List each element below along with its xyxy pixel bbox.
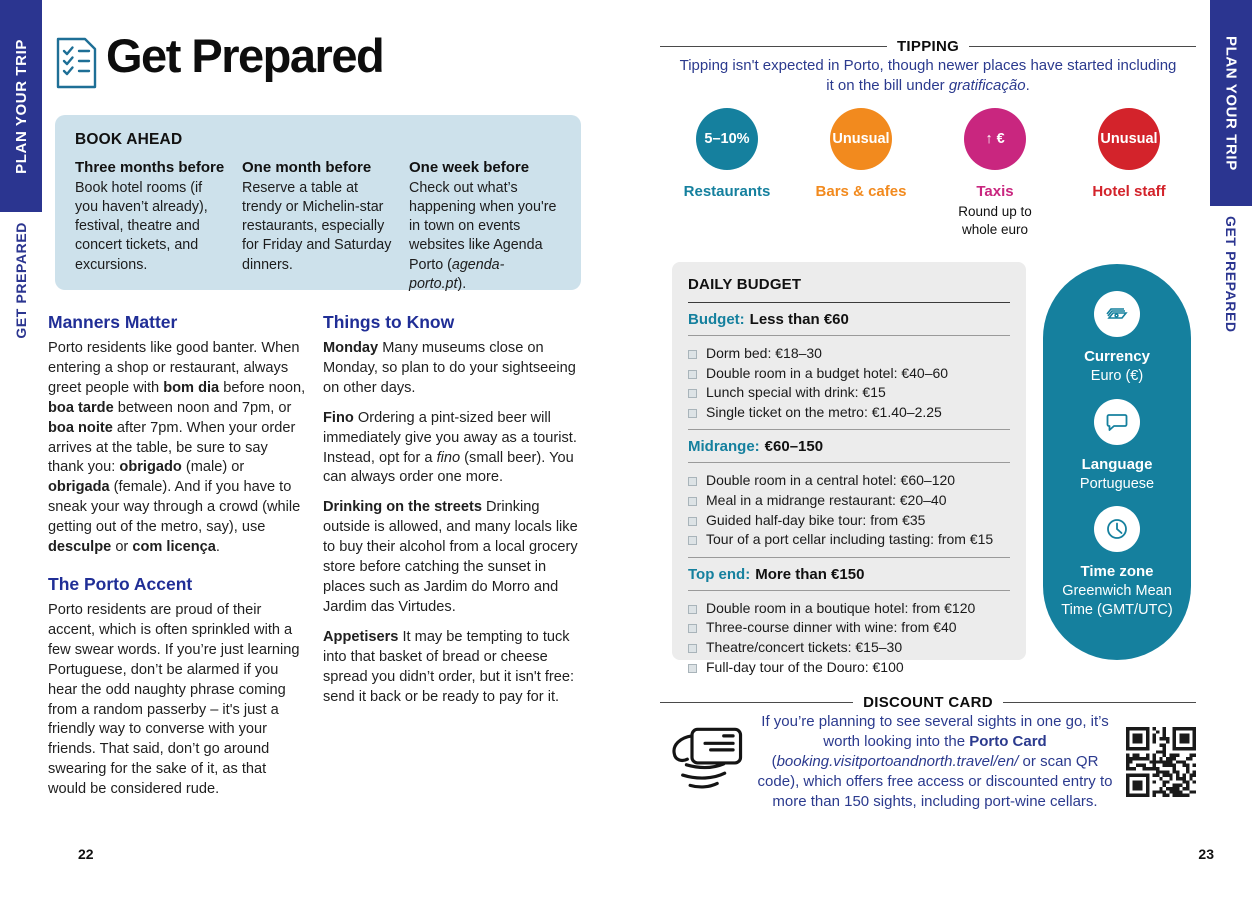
- manners-matter-body: Porto residents like good banter. When entering a shop or restaurant, always greet people with bom dia before noon, boa tarde between noon and 7pm, or boa noite after 7pm. When your order arrives at the table, be sure to say thank you: obrigado (male) or obrigada (female). And if you have to sneak your way through a crowd (while getting out of the metro, say), use desculpe or com licença.: [48, 340, 306, 556]
- section-heading-things-to-know: Things to Know: [323, 312, 455, 332]
- budget-item: Three-course dinner with wine: from €40: [688, 618, 1010, 638]
- rule-line: [660, 46, 887, 47]
- rule-line: [660, 702, 853, 703]
- book-ahead-column: [75, 159, 227, 294]
- qr-code: [1118, 727, 1196, 797]
- fact-label: Time zone: [1080, 563, 1154, 580]
- budget-range: Less than €60: [749, 311, 849, 328]
- tipping-item-label: Bars & cafes: [815, 183, 907, 200]
- book-ahead-column-heading: One week before: [409, 159, 530, 176]
- budget-category: Budget:: [688, 311, 745, 328]
- quick-facts-pill: [1043, 264, 1191, 660]
- tipping-circle-up-euro-icon: ↑ €: [964, 108, 1026, 170]
- tipping-item-note: Round up to whole euro: [958, 204, 1032, 237]
- budget-item: Theatre/concert tickets: €15–30: [688, 638, 1010, 658]
- section-heading-porto-accent: The Porto Accent: [48, 573, 193, 594]
- book-ahead-column-heading: One month before: [242, 159, 372, 176]
- section-heading-manners-matter: Manners Matter: [48, 312, 178, 332]
- tipping-heading-label: TIPPING: [896, 38, 960, 55]
- book-ahead-column-body: Check out what’s happening when you're in town on events websites like Agenda Porto (agenda-porto.pt).: [409, 180, 557, 292]
- discount-card-heading: [660, 694, 1196, 711]
- checklist-document-icon: [52, 36, 100, 95]
- budget-item: Lunch special with drink: €15: [688, 383, 1010, 403]
- tipping-circle: Unusual: [1098, 108, 1160, 170]
- things-to-know-paragraph: Appetisers It may be tempting to tuck into that basket of bread or cheese spread you didn’t order, but it isn't free: send it back or be ready to pay for it.: [323, 628, 575, 705]
- fact-value: Euro (€): [1090, 368, 1144, 384]
- budget-category: Top end:: [688, 565, 751, 583]
- tipping-intro: Tipping isn't expected in Porto, though newer places have started including it on the bill under gratificação.: [679, 57, 1177, 94]
- fact-value: Portuguese: [1079, 475, 1155, 492]
- budget-item: Tour of a port cellar including tasting: from €15: [688, 530, 1010, 550]
- budget-item: Dorm bed: €18–30: [688, 344, 1010, 364]
- budget-section-top-end: [688, 558, 1010, 684]
- tipping-circle: Unusual: [830, 108, 892, 170]
- book-ahead-column-body: Reserve a table at trendy or Michelin-star restaurants, especially for Friday and Saturday dinners.: [242, 180, 392, 273]
- budget-item: Double room in a boutique hotel: from €120: [688, 599, 1010, 619]
- page-number-right: 23: [1198, 846, 1214, 862]
- tipping-item-bars-cafes: [794, 108, 928, 238]
- tipping-items-row: [660, 108, 1196, 238]
- tipping-item-taxis: [928, 108, 1062, 238]
- tipping-item-label: Hotel staff: [1092, 183, 1166, 200]
- sidebar-left-tab-label: PLAN YOUR TRIP: [12, 38, 30, 174]
- sidebar-right-section-label: GET PREPARED: [1223, 216, 1239, 333]
- book-ahead-column: [242, 159, 394, 294]
- discount-card-heading-label: DISCOUNT CARD: [863, 694, 993, 711]
- rule-line: [969, 46, 1196, 47]
- page-title: Get Prepared: [106, 29, 384, 82]
- sidebar-right-section: [1210, 216, 1252, 346]
- budget-item: Meal in a midrange restaurant: €20–40: [688, 491, 1010, 511]
- budget-range: €60–150: [764, 438, 824, 456]
- book-ahead-column: [409, 159, 561, 294]
- sidebar-left-section: [0, 222, 42, 352]
- tipping-item-restaurants: [660, 108, 794, 238]
- budget-category: Midrange:: [688, 438, 760, 456]
- fact-currency: [1054, 291, 1180, 386]
- fact-label: Currency: [1084, 348, 1150, 365]
- discount-card-section: [660, 712, 1196, 812]
- hand-holding-card-icon: [660, 719, 752, 805]
- things-to-know-paragraph: Fino Ordering a pint-sized beer will immediately give you away as a tourist. Instead, opt for a fino (small beer). You can always order one more.: [323, 409, 577, 486]
- sidebar-right-tab-label: PLAN YOUR TRIP: [1222, 35, 1240, 171]
- things-to-know-paragraph: Drinking on the streets Drinking outside is allowed, and many locals like to buy their alcohol from a local grocery store before catching the sunset in places such as Jardim do Morro and Jardim das Virtudes.: [323, 499, 578, 615]
- budget-item: Double room in a budget hotel: €40–60: [688, 364, 1010, 384]
- fact-language: [1054, 399, 1180, 494]
- clock-icon: [1094, 506, 1140, 552]
- fact-label: Language: [1081, 455, 1153, 473]
- budget-item: Single ticket on the metro: €1.40–2.25: [688, 403, 1010, 423]
- right-text-column: [323, 312, 582, 717]
- budget-item: Full-day tour of the Douro: €100: [688, 658, 1010, 678]
- daily-budget-box: [672, 262, 1026, 675]
- rule-line: [1003, 702, 1196, 703]
- budget-item: Guided half-day bike tour: from €35: [688, 511, 1010, 531]
- page-number-left: 22: [78, 846, 94, 862]
- fact-time-zone: [1054, 506, 1180, 619]
- left-text-column: [48, 312, 307, 810]
- tipping-item-hotel-staff: [1062, 108, 1196, 238]
- sidebar-right-tab: [1210, 0, 1252, 206]
- discount-card-body: If you’re planning to see several sights in one go, it’s worth looking into the Porto Card (booking.visitportoandnorth.travel/en/ or scan QR code), which offers free access or discounted entry to more than 150 sights, including port-wine cellars.: [757, 713, 1113, 810]
- tipping-item-label: Restaurants: [683, 183, 771, 200]
- banknotes-icon: [1094, 291, 1140, 337]
- book-ahead-column-body: Book hotel rooms (if you haven’t already), festival, theatre and concert tickets, and excursions.: [75, 180, 208, 273]
- daily-budget-title: DAILY BUDGET: [688, 276, 1010, 303]
- budget-item: Double room in a central hotel: €60–120: [688, 471, 1010, 491]
- things-to-know-paragraph: Monday Many museums close on Monday, so plan to do your sightseeing on other days.: [323, 340, 576, 396]
- budget-section-midrange: [688, 430, 1010, 557]
- tipping-circle: 5–10%: [696, 108, 758, 170]
- book-ahead-box: [55, 115, 581, 290]
- budget-section-budget: [688, 303, 1010, 430]
- speech-bubble-icon: [1094, 399, 1140, 445]
- tipping-heading: [660, 38, 1196, 55]
- tipping-item-label: Taxis: [976, 183, 1014, 200]
- porto-accent-body: Porto residents are proud of their accent, which is often sprinkled with a few swear words. If you’re just learning Portuguese, don’t be alarmed if you hear the odd naughty phrase coming from a random passerby – it's just a friendly way to converse with your friends. That said, don’t go around swearing for the sake of it, as that would be considered rude.: [48, 601, 300, 798]
- sidebar-left-tab: [0, 0, 42, 212]
- fact-value: Greenwich Mean Time (GMT/UTC): [1061, 583, 1173, 618]
- book-ahead-column-heading: Three months before: [75, 159, 225, 176]
- sidebar-left-section-label: GET PREPARED: [13, 222, 29, 339]
- book-ahead-title: BOOK AHEAD: [75, 131, 183, 148]
- budget-range: More than €150: [755, 565, 865, 583]
